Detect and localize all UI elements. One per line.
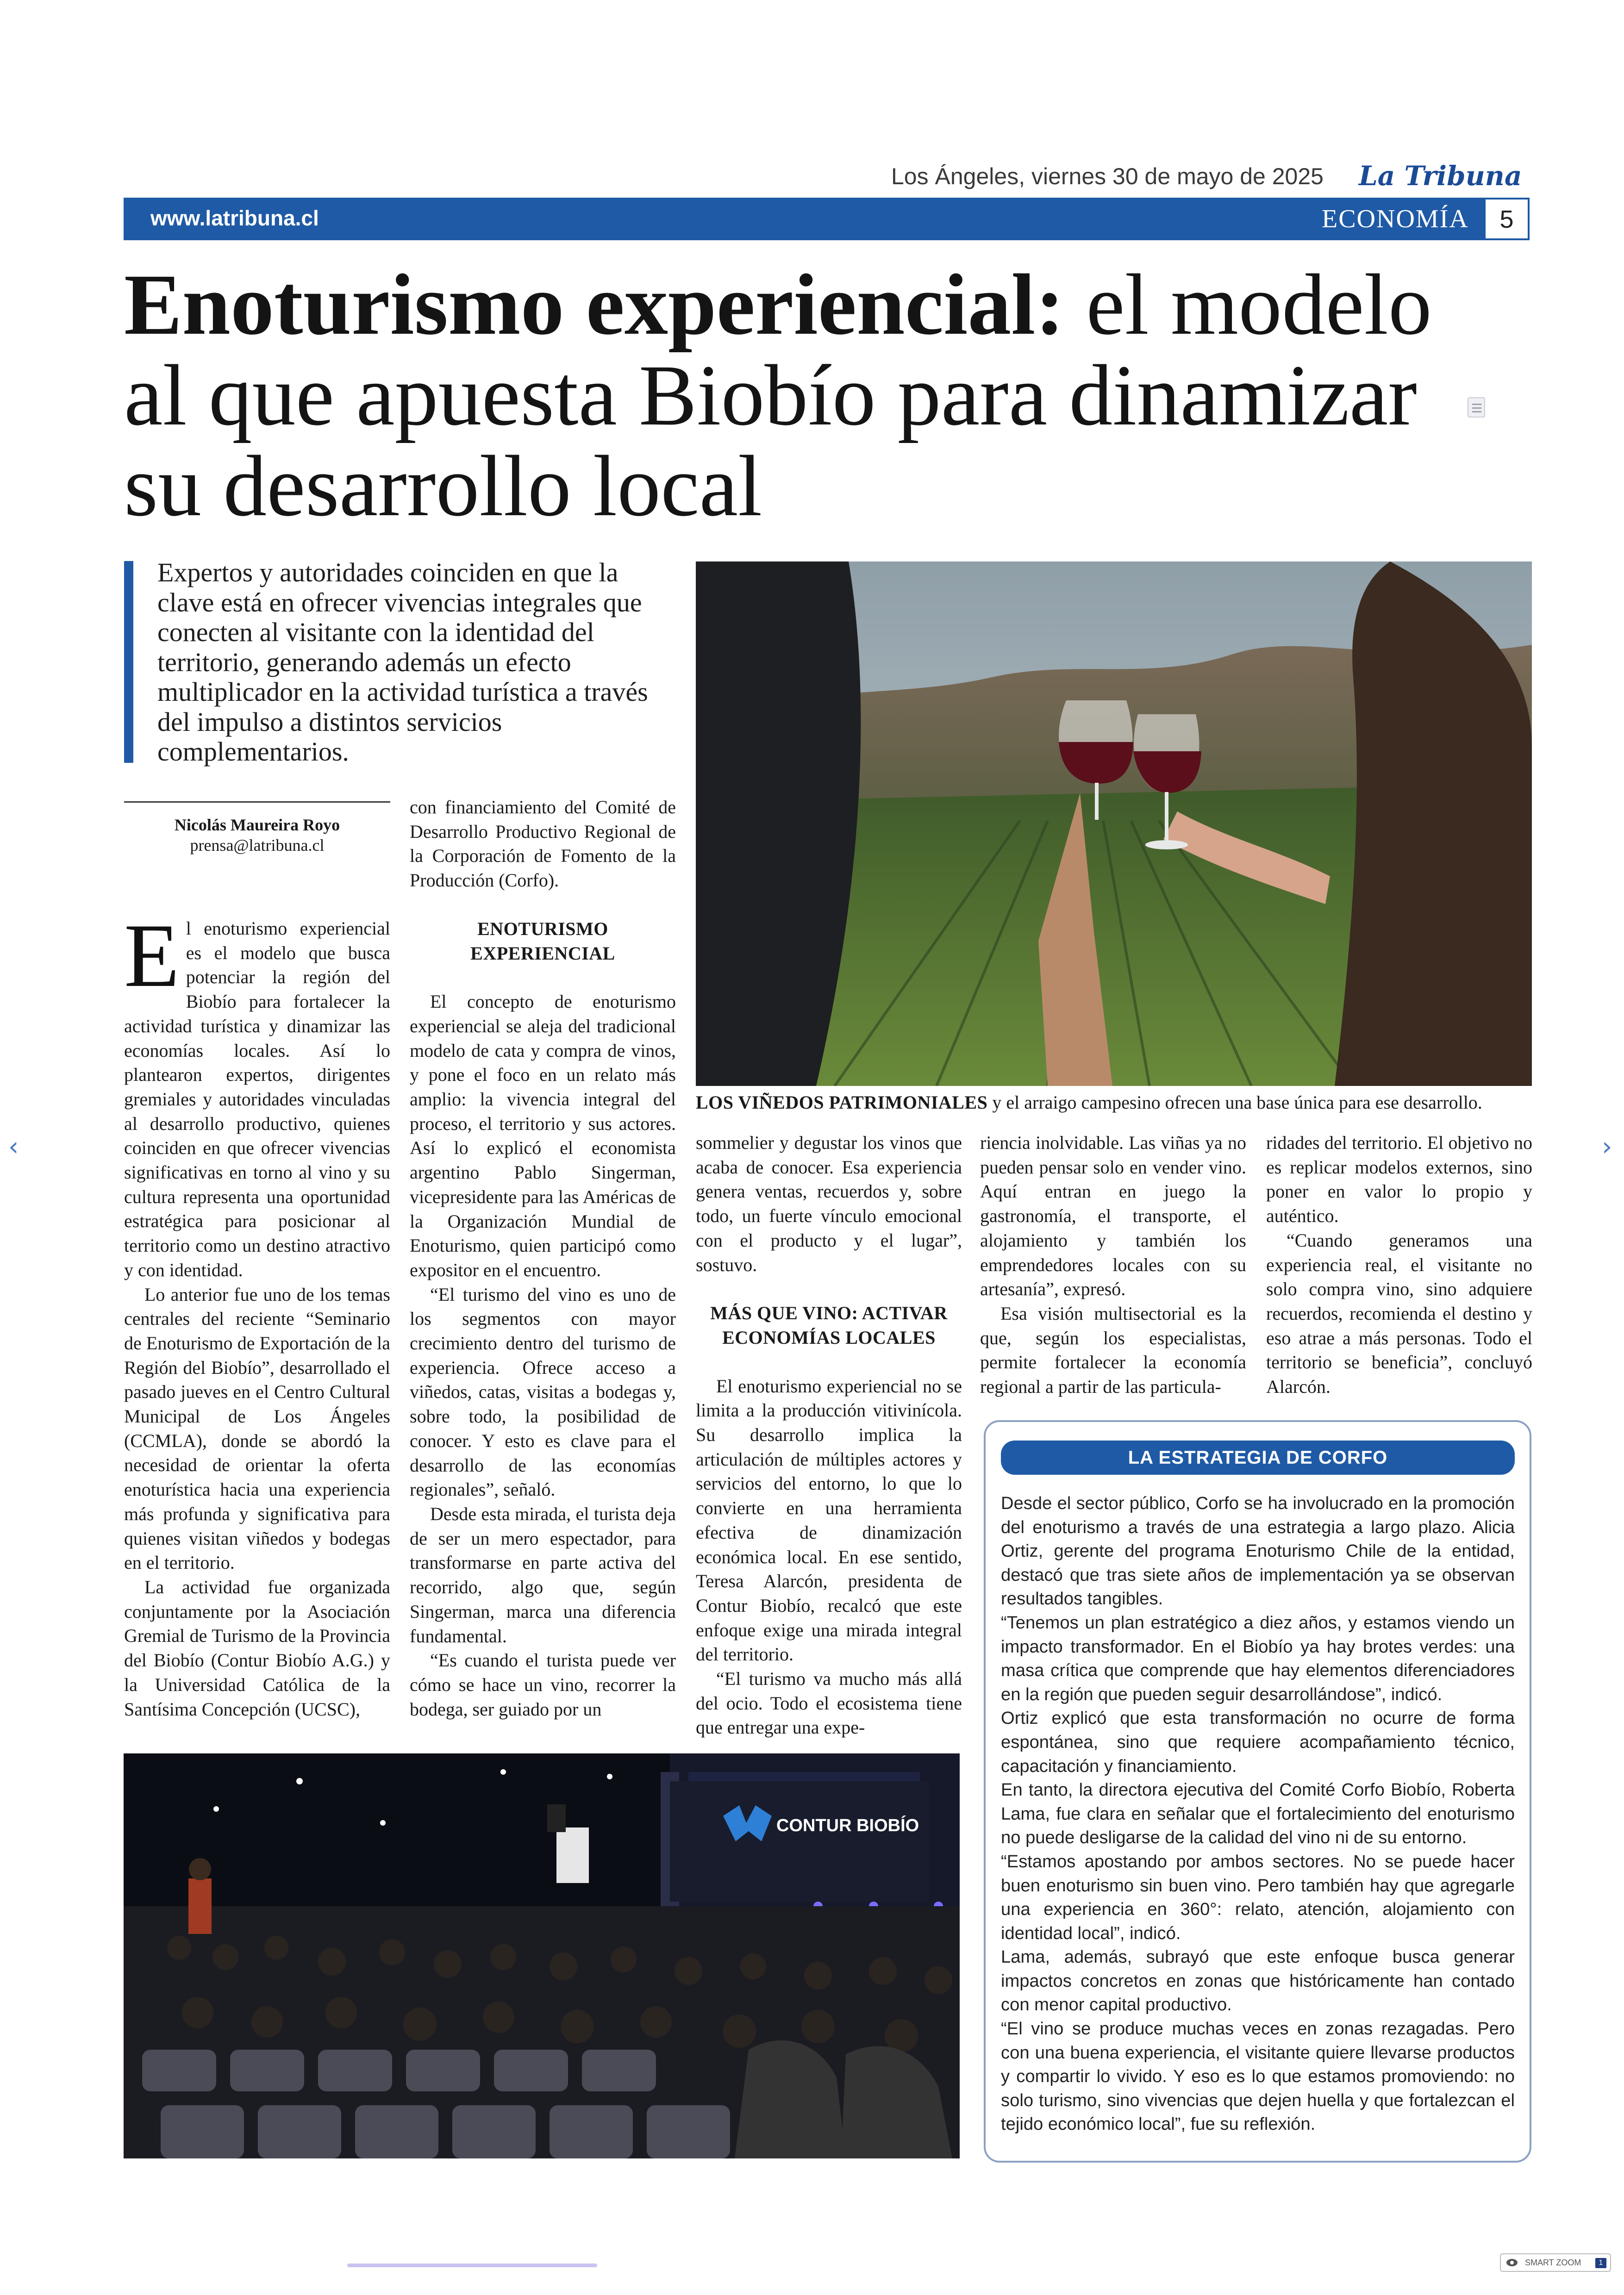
paragraph: La actividad fue organizada conjuntamente por la Asociación Gremial de Turismo de la Provincia del Biobío (Contur Biobío A.G.) y la Universidad Católica de la Santísima Concepción (UCSC), [124, 1576, 390, 1720]
sidebar-paragraph: Desde el sector público, Corfo se ha involucrado en la promoción del enoturismo a través de una estrategia a largo plazo. Alicia Ortiz, gerente del programa Enoturismo Chile de la entidad, destacó que tras siete años de implementación ya se observan resultados tangibles. [1001, 1493, 1515, 1609]
zoom-badge: 1 [1595, 2258, 1606, 2268]
paragraph: ridades del territorio. El objetivo no es replicar modelos externos, sino poner en valor lo propio y auténtico. [1266, 1132, 1532, 1227]
sidebar-paragraph: “El vino se produce muchas veces en zonas rezagadas. Pero con una buena experiencia, el visitante quiere llevarse productos y compartir lo vivido. Y eso es lo que estamos promoviendo: no solo turismo, sino vivencias que dejen huella y que fortalezcan el tejido económico local”, fue su reflexión. [1001, 2019, 1515, 2134]
paragraph: riencia inolvidable. Las viñas ya no pueden pensar solo en vender vino. Aquí entran en juego la gastronomía, el transporte, el alojamiento y también los emprendedores locales con su artesanía”, expresó. [980, 1132, 1246, 1300]
paragraph: El enoturismo experiencial no se limita a la producción vitivinícola. Su desarrollo implica la articulación de múltiples actores y servicios del entorno, lo que lo convierte en una herramienta efectiva de dinamización económica local. En ese sentido, Teresa Alarcón, presidenta de Contur Biobío, recalcó que este enfoque exige una mirada integral del territorio. [696, 1375, 962, 1665]
sidebar-paragraph: “Tenemos un plan estratégico a diez años, y estamos viendo un impacto transformador. En el Biobío ya hay brotes verdes: una masa crítica que comprende que hay elementos diferenciadores en la región que pueden seguir desarrollándose”, indicó. [1001, 1612, 1515, 1704]
article-column-1 [124, 905, 390, 1721]
paragraph: Lo anterior fue uno de los temas centrales del reciente “Seminario de Enoturismo de Exportación de la Región del Biobío”, desarrollado el pasado jueves en el Centro Cultural Municipal de Los Ángeles (CCMLA), donde se abordó la necesidad de orientar la oferta enoturística hacia una experiencia más profunda y significativa para quienes visitan viñedos y bodegas en el territorio. [124, 1284, 390, 1573]
article-column-4 [980, 1131, 1246, 1399]
paragraph: “Cuando generamos una experiencia real, el visitante no solo compra vino, sino adquiere recuerdos, recomienda el destino y eso atrae a más personas. Todo el territorio se beneficia”, concluyó Alarcón. [1266, 1229, 1532, 1397]
article-column-5 [1266, 1131, 1532, 1399]
smart-zoom-button[interactable] [1500, 2253, 1611, 2272]
dateline: Los Ángeles, viernes 30 de mayo de 2025 [891, 163, 1324, 189]
article-column-3 [696, 1131, 962, 1740]
lead-accent-bar [124, 561, 133, 763]
headline-line-1 [124, 256, 1494, 353]
projection-screen [670, 1781, 929, 1902]
paragraph: Desde esta mirada, el turista deja de ser un mero espectador, para transformarse en parte activa del recorrido, algo que, según Singerman, marca una diferencia fundamental. [410, 1503, 676, 1646]
seminar-illustration [124, 1753, 960, 2158]
previous-page-button[interactable]: ‹ [8, 1132, 19, 1162]
paragraph-text: l enoturismo experiencial es el modelo que busca potenciar la región del Biobío para fortalecer la actividad turística y dinamizar las economías locales. Así lo plantearon expertos, dirigentes gremiales y autoridades vinculadas al desarrollo productivo, quienes coinciden en que ofrecer vivencias significativas en torno al vino y su cultura representa una oportunidad estratégica para posicionar al territorio como un destino atractivo y con identidad. [124, 918, 390, 1280]
next-page-button[interactable]: › [1602, 1132, 1612, 1162]
paragraph: sommelier y degustar los vinos que acaba de conocer. Esa experiencia genera ventas, recuerdos y, sobre todo, un fuerte vínculo emocional con el producto y el lugar”, sostuvo. [696, 1132, 962, 1275]
subheading: MÁS QUE VINO: ACTIVAR ECONOMÍAS LOCALES [710, 1303, 948, 1348]
paragraph: “El turismo del vino es uno de los segmentos con mayor crecimiento dentro del turismo de experiencia. Ofrece acceso a viñedos, catas, visitas a bodegas y, sobre todo, la posibilidad de conocer. Y esto es clave para el desarrollo de las economías regionales”, señaló. [410, 1284, 676, 1500]
sidebar-paragraph: Ortiz explicó que esta transformación no ocurre de forma espontánea, sino que requiere acompañamiento técnico, capacitación y financiamiento. [1001, 1708, 1515, 1776]
seminar-photo [124, 1753, 960, 2158]
drop-cap: E [124, 905, 180, 1006]
page-number: 5 [1486, 198, 1530, 240]
headline-line-2: al que apuesta Biobío para dinamizar [124, 347, 1417, 443]
page-progress-bar[interactable] [347, 2264, 597, 2267]
vineyard-illustration [696, 561, 1532, 1086]
screen-logo-text: CONTUR BIOBÍO [776, 1816, 919, 1835]
headline-line-1-rest: el modelo [1064, 256, 1432, 353]
newspaper-logo: La Tribuna [1359, 160, 1522, 192]
note-icon[interactable] [1468, 397, 1485, 418]
section-name: ECONOMÍA [1322, 205, 1469, 233]
headline [124, 256, 1494, 534]
vineyard-photo [696, 561, 1532, 1086]
sidebar-paragraph: Lama, además, subrayó que este enfoque busca generar impactos concretos en zonas que históricamente han contado con menor capital productivo. [1001, 1947, 1515, 2015]
sidebar-paragraph: “Estamos apostando por ambos sectores. No se puede hacer buen enoturismo sin buen vino. Pero también hay que agregarle una experiencia en 360°: relato, atención, alojamiento con identidad local”, indicó. [1001, 1851, 1515, 1943]
section-bar [124, 198, 1486, 240]
author-email[interactable]: prensa@latribuna.cl [190, 836, 325, 854]
caption-text: y el arraigo campesino ofrecen una base única para ese desarrollo. [987, 1092, 1482, 1113]
subheading: ENOTURISMO EXPERIENCIAL [470, 918, 615, 964]
sidebar-title: LA ESTRATEGIA DE CORFO [1001, 1441, 1515, 1475]
smart-zoom-label: SMART ZOOM [1525, 2258, 1581, 2267]
paragraph: con financiamiento del Comité de Desarrollo Productivo Regional de la Corporación de Fomento de la Producción (Corfo). [410, 797, 676, 891]
sidebar-paragraph: En tanto, la directora ejecutiva del Comité Corfo Biobío, Roberta Lama, fue clara en señalar que el fortalecimiento del enoturismo no puede desligarse de la calidad del vino ni de su entorno. [1001, 1780, 1515, 1848]
article-column-2 [410, 795, 676, 1721]
sidebar-body [1001, 1491, 1515, 2136]
paragraph: El concepto de enoturismo experiencial se aleja del tradicional modelo de cata y compra de vinos, y pone el foco en un relato más amplio: la vivencia integral del proceso, el territorio y sus actores. Así lo explicó el economista argentino Pablo Singerman, vicepresidente para las Américas de la Organización Mundial de Enoturismo, quien participó como expositor en el encuentro. [410, 991, 676, 1280]
caption-bold: LOS VIÑEDOS PATRIMONIALES [696, 1092, 988, 1113]
paragraph [124, 905, 390, 1283]
byline-rule [124, 801, 390, 803]
site-url[interactable]: www.latribuna.cl [150, 206, 319, 230]
eye-icon [1506, 2259, 1518, 2266]
photo-caption [696, 1091, 1532, 1114]
author-name: Nicolás Maureira Royo [174, 816, 340, 834]
paragraph: “El turismo va mucho más allá del ocio. Todo el ecosistema tiene que entregar una expe- [696, 1668, 962, 1738]
lead-paragraph: Expertos y autoridades coinciden en que la clave está en ofrecer vivencias integrales que conecten al visitante con la identidad del territorio, generando además un efecto multiplicador en la actividad turística a través del impulso a distintos servicios complementarios. [157, 557, 648, 767]
paragraph: “Es cuando el turista puede ver cómo se hace un vino, recorrer la bodega, ser guiado por un [410, 1650, 676, 1720]
headline-bold: Enoturismo experiencial: [124, 256, 1065, 353]
headline-line-3: su desarrollo local [124, 437, 762, 534]
paragraph: Esa visión multisectorial es la que, según los especialistas, permite fortalecer la economía regional a partir de las particula- [980, 1303, 1246, 1397]
